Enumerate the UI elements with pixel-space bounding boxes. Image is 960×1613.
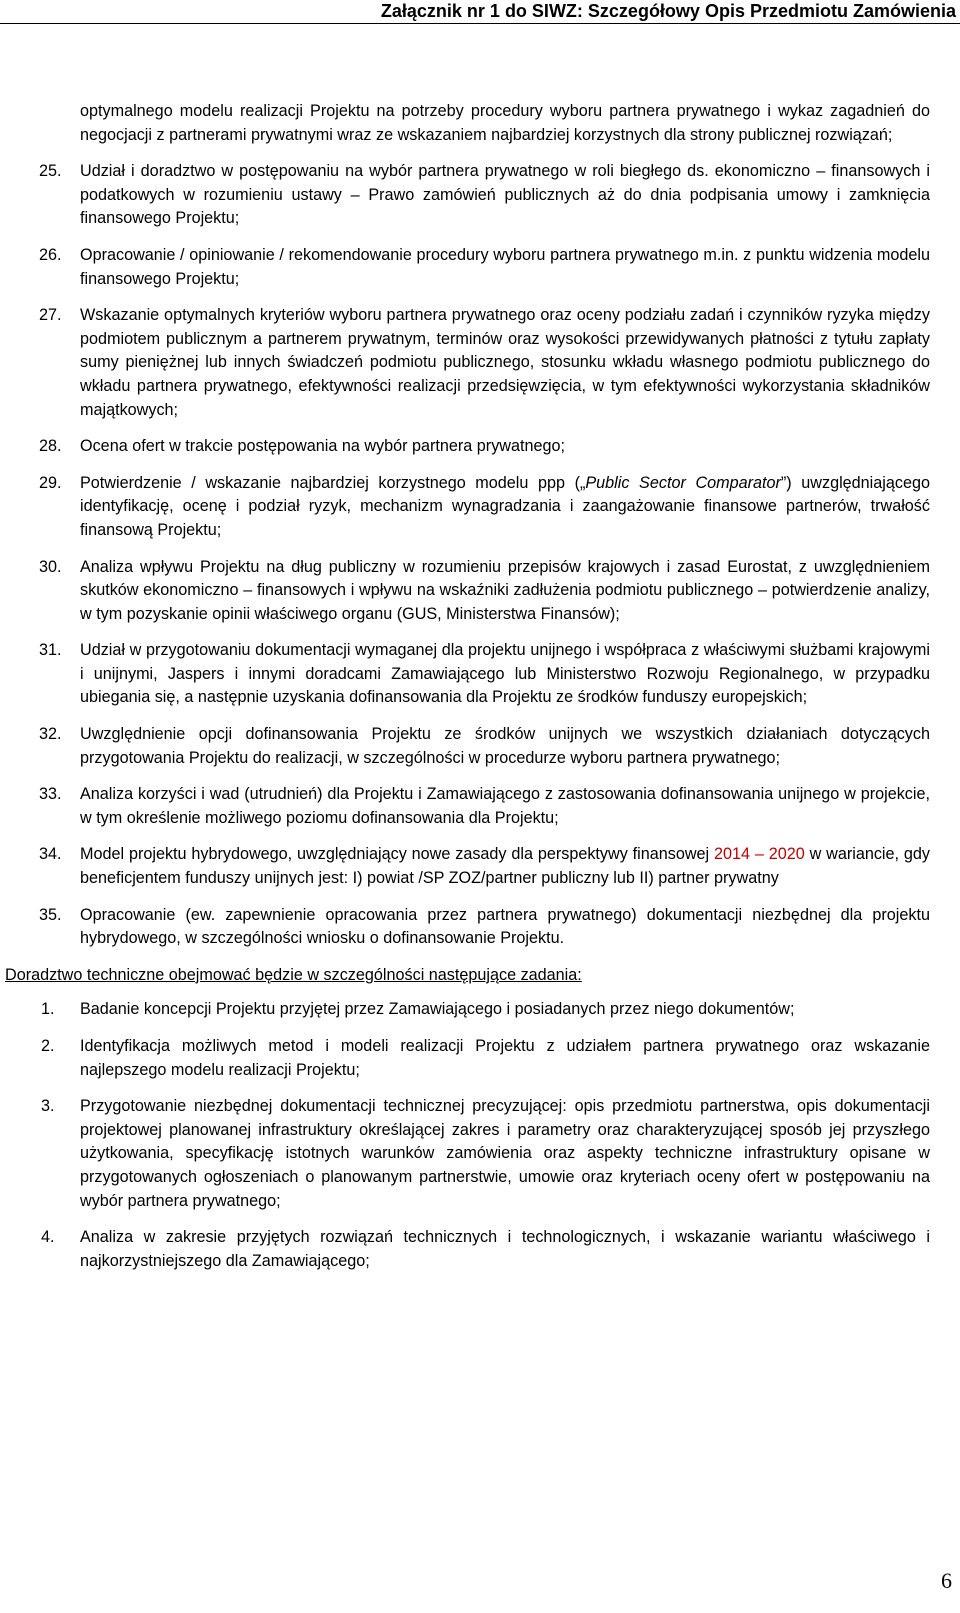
list-item [39,435,930,459]
list-item [39,639,930,710]
item-text: Identyfikacja możliwych metod i modeli realizacji Projektu z udziałem partnera prywatnego oraz wskazanie najlepszego modelu realizacji Projektu; [80,1037,930,1079]
item-text: Analiza w zakresie przyjętych rozwiązań technicznych i technologicznych, i wskazanie wariantu właściwego i najkorzystniejszego dla Zamawiającego; [80,1228,930,1270]
list-item [41,1035,930,1082]
page-number: 6 [941,1568,952,1593]
item-text: Analiza korzyści i wad (utrudnień) dla Projektu i Zamawiającego z zastosowania dofinansowania unijnego w projekcie, w tym określenie możliwego poziomu dofinansowania dla Projektu; [80,785,930,827]
header-rule [0,23,960,24]
item-text-highlight: 2014 – 2020 [714,845,805,864]
item-number: 33. [39,785,62,804]
item-text: Przygotowanie niezbędnej dokumentacji technicznej precyzującej: opis przedmiotu partnerstwa, opis dokumentacji projektowej planowanej infrastruktury określającej zakres i parametry oraz charakteryzującej sposób jej przyszłego użytkowania, specyfikację istotnych warunków zamówienia oraz aspekty techniczne infrastruktury opisane w przygotowanych ogłoszeniach o planowanym partnerstwie, umowie oraz kryteriach oceny ofert w postępowaniu na wybór partnera prywatnego; [80,1097,930,1210]
list-item [39,783,930,830]
list-item [39,904,930,951]
item-number: 2. [41,1037,55,1055]
list-item [39,472,930,543]
list-item [41,1095,930,1213]
item-text: Wskazanie optymalnych kryteriów wyboru partnera prywatnego oraz oceny podziału zadań i czynników ryzyka między podmiotem publicznym a partnerem prywatnym, terminów oraz wysokości przewidywanych płatności z tytułu zapłaty sumy pieniężnej lub innych świadczeń podmiotu publicznego, stosunku wkładu własnego podmiotu publicznego do wkładu partnera prywatnego, efektywności realizacji przedsięwzięcia, w tym efektywności wykorzystania składników majątkowych; [80,306,930,419]
item-text-before: Potwierdzenie / wskazanie najbardziej korzystnego modelu ppp („ [80,473,586,492]
item-number: 32. [39,725,62,744]
item-number: 29. [39,473,62,492]
list-item [39,556,930,627]
item-text: Ocena ofert w trakcie postępowania na wybór partnera prywatnego; [80,437,565,456]
item-text: Udział w przygotowaniu dokumentacji wymaganej dla projektu unijnego i współpraca z właściwymi służbami krajowymi i unijnymi, Jaspers i innymi doradcami Zamawiającego lub Ministerstwo Rozwoju Regionalnego, w przypadku ubiegania się, a następnie uzyskania dofinansowania dla Projektu ze środków funduszy europejskich; [80,641,930,707]
item-text: Analiza wpływu Projektu na dług publiczny w rozumieniu przepisów krajowych i zasad Eurostat, z uwzględnieniem skutków ekonomiczno – finansowych i wpływu na wskaźniki zadłużenia podmiotu publicznego – potwierdzenie analizy, w tym pozyskanie opinii właściwego organu (GUS, Ministerstwa Finansów); [80,557,930,623]
item-number: 27. [39,306,62,325]
intro-paragraph: optymalnego modelu realizacji Projektu na potrzeby procedury wyboru partnera prywatnego i wykaz zagadnień do negocjacji z partnerami prywatnymi wraz ze wskazaniem najbardziej korzystnych dla strony publicznej rozwiązań; [80,102,930,144]
item-number: 25. [39,162,62,181]
item-text-after: ”) uwzględniającego identyfikację, ocenę i podział ryzyk, mechanizm wynagradzania i zaangażowanie finansowe partnerów, trwałość finansową Projektu; [80,473,930,539]
list-item [39,723,930,770]
item-text-before: Model projektu hybrydowego, uwzględniający nowe zasady dla perspektywy finansowej [80,845,714,864]
item-number: 3. [41,1097,55,1116]
item-text-italic: Public Sector Comparator [585,473,781,492]
item-text: Opracowanie / opiniowanie / rekomendowanie procedury wyboru partnera prywatnego m.in. z punktu widzenia modelu finansowego Projektu; [80,245,930,288]
item-text: Uwzględnienie opcji dofinansowania Projektu ze środków unijnych we wszystkich działaniach dotyczących przygotowania Projektu do realizacji, w szczególności w procedurze wyboru partnera prywatnego; [80,725,930,767]
item-text: Opracowanie (ew. zapewnienie opracowania przez partnera prywatnego) dokumentacji niezbędnej dla projektu hybrydowego, w szczególności wniosku o dofinansowanie Projektu. [80,905,930,948]
item-number: 34. [39,845,62,864]
item-text: Udział i doradztwo w postępowaniu na wybór partnera prywatnego w roli biegłego ds. ekonomiczno – finansowych i podatkowych w rozumieniu ustawy – Prawo zamówień publicznych aż do dnia podpisania umowy i zamknięcia finansowego Projektu; [80,162,930,228]
item-number: 35. [39,905,62,924]
item-text-after: w wariancie, gdy beneficjentem funduszy unijnych jest: I) powiat /SP ZOZ/partner publiczny lub II) partner prywatny [80,845,930,888]
list-item [39,304,930,422]
document-body [0,100,960,1286]
list-item [41,998,930,1022]
section-title: Doradztwo techniczne obejmować będzie w szczególności następujące zadania: [5,965,582,984]
item-text: Badanie koncepcji Projektu przyjętej przez Zamawiającego i posiadanych przez niego dokumentów; [80,1000,795,1019]
header-title: Załącznik nr 1 do SIWZ: Szczegółowy Opis Przedmiotu Zamówienia [380,1,956,21]
item-number: 31. [39,641,62,660]
item-number: 1. [41,1000,55,1019]
list-item [39,244,930,291]
item-number: 4. [41,1228,55,1247]
list-item [41,1226,930,1273]
list-item [39,160,930,231]
list-item [39,843,930,890]
document-header [0,0,960,22]
item-number: 26. [39,245,62,264]
item-number: 30. [39,557,62,576]
item-number: 28. [39,437,62,456]
